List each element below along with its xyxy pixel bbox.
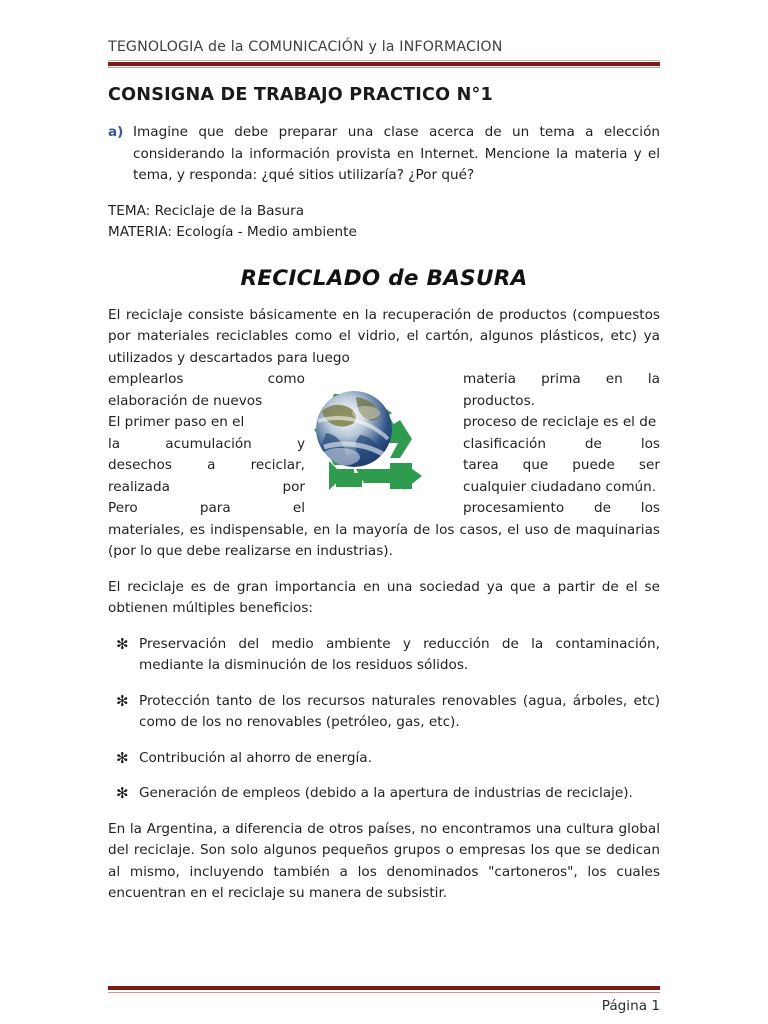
wrap-column-left (108, 369, 305, 520)
tema-line: TEMA: Reciclaje de la Basura (108, 202, 305, 219)
wrap-word: desechos (108, 457, 172, 473)
asterisk-bullet-icon: ✻ (116, 691, 129, 710)
paragraph-argentina: En la Argentina, a diferencia de otros países, no encontramos una cultura global del reciclaje. Son solo algunos pequeños grupos o empresas los que se dedican al mismo, incluyendo también a los denominados "cartoneros", los cuales encuentran en el reciclaje su manera de subsistir. (108, 820, 660, 901)
benefits-list (108, 634, 660, 805)
header-rule-thin-top (108, 60, 660, 61)
footer-rule-thick (108, 986, 660, 990)
wrap-word: para (199, 500, 231, 516)
list-item (108, 748, 660, 770)
wrap-word: la (647, 371, 660, 387)
wrap-word: ser (638, 457, 660, 473)
wrap-line (463, 412, 660, 434)
wrap-line (108, 412, 305, 434)
wrap-line (108, 391, 305, 413)
wrap-word: El primer paso en el (108, 414, 245, 430)
document-body (108, 84, 660, 919)
wrap-word: reciclar, (250, 457, 305, 473)
wrap-word: de (593, 500, 611, 516)
wrap-word: y (296, 435, 305, 452)
wrap-word: emplearlos (108, 371, 184, 387)
wrap-word: materia (463, 371, 516, 387)
wrap-word: procesamiento (463, 500, 565, 516)
list-item-label: Generación de empleos (debido a la apertura de industrias de reciclaje). (139, 785, 633, 801)
wrap-line (463, 369, 660, 391)
page-title: CONSIGNA DE TRABAJO PRACTICO N°1 (108, 85, 493, 105)
wrap-line (463, 455, 660, 477)
wrap-word: productos. (463, 392, 536, 409)
wrap-line (108, 477, 305, 499)
wrap-word: el (292, 500, 305, 516)
wrap-line (463, 477, 660, 499)
header-rule-thin-bottom (108, 67, 660, 68)
item-a-text: Imagine que debe preparar una clase acerca de un tema a elección considerando la información provista en Internet. Mencione la materia y el tema, y responda: ¿qué sitios utilizaría? ¿Por qué? (133, 124, 660, 183)
page-header (108, 38, 660, 68)
wrap-word: por (282, 478, 305, 495)
wrap-line (108, 455, 305, 477)
document-title: RECICLADO de BASURA (240, 265, 528, 291)
wrap-word: Pero (108, 500, 138, 516)
list-item-a (108, 122, 660, 187)
footer-rule-thin-bottom (108, 992, 660, 993)
wrap-word: elaboración de nuevos (108, 392, 263, 409)
paragraph-intro: El reciclaje consiste básicamente en la recuperación de productos (compuestos por materiales reciclables como el vidrio, el cartón, algunos plásticos, etc) ya utilizados y descartados para luego (108, 306, 660, 366)
wrap-word: en (605, 371, 623, 387)
paragraph-importance: El reciclaje es de gran importancia en una sociedad ya que a partir de el se obtienen múltiples beneficios: (108, 578, 660, 616)
wrap-line (463, 434, 660, 456)
wrap-word: la (108, 435, 121, 452)
wrap-line (108, 434, 305, 456)
wrap-word: cualquier ciudadano común. (463, 478, 657, 495)
wrap-word: tarea (463, 457, 499, 473)
list-item-label: Contribución al ahorro de energía. (139, 749, 372, 766)
wrap-line (463, 391, 660, 413)
wrap-word: prima (541, 371, 581, 387)
paragraph-wrap-tail: materiales, es indispensable, en la mayoría de los casos, el uso de maquinarias (por lo que debe realizarse en industrias). (108, 521, 660, 559)
list-item-label: Preservación del medio ambiente y reducción de la contaminación, mediante la disminución de los residuos sólidos. (139, 635, 660, 673)
image-wrap-block (108, 369, 660, 520)
wrap-word: acumulación (165, 435, 252, 452)
wrap-word: de (584, 435, 602, 452)
wrap-word: proceso de reciclaje es el de (463, 414, 657, 430)
wrap-word: clasificación (463, 435, 546, 452)
wrap-line (463, 498, 660, 520)
wrap-word: a (207, 457, 216, 473)
asterisk-bullet-icon: ✻ (116, 634, 129, 653)
wrap-line (108, 498, 305, 520)
header-rule-thick (108, 62, 660, 66)
earth-globe (316, 391, 392, 467)
wrap-word: puede (572, 457, 615, 473)
recycling-earth-svg (304, 377, 428, 505)
page-footer (108, 986, 660, 1016)
asterisk-bullet-icon: ✻ (116, 784, 129, 802)
wrap-word: los (640, 435, 660, 452)
header-title: TEGNOLOGIA de la COMUNICACIÓN y la INFORMACION (108, 39, 503, 55)
wrap-line (108, 369, 305, 391)
item-a-marker: a) (108, 124, 124, 140)
recycling-earth-icon (304, 377, 428, 505)
list-item (108, 691, 660, 734)
list-item (108, 634, 660, 677)
list-item-label: Protección tanto de los recursos naturales renovables (agua, árboles, etc) como de los no renovables (petróleo, gas, etc). (139, 692, 660, 730)
wrap-word: los (640, 500, 660, 516)
wrap-column-right (463, 369, 660, 520)
list-item (108, 783, 660, 805)
asterisk-bullet-icon: ✻ (116, 748, 129, 767)
wrap-word: realizada (108, 478, 170, 495)
materia-line: MATERIA: Ecología - Medio ambiente (108, 224, 357, 240)
wrap-word: como (267, 371, 305, 387)
wrap-word: que (522, 457, 549, 473)
page-number: Página 1 (601, 998, 660, 1014)
